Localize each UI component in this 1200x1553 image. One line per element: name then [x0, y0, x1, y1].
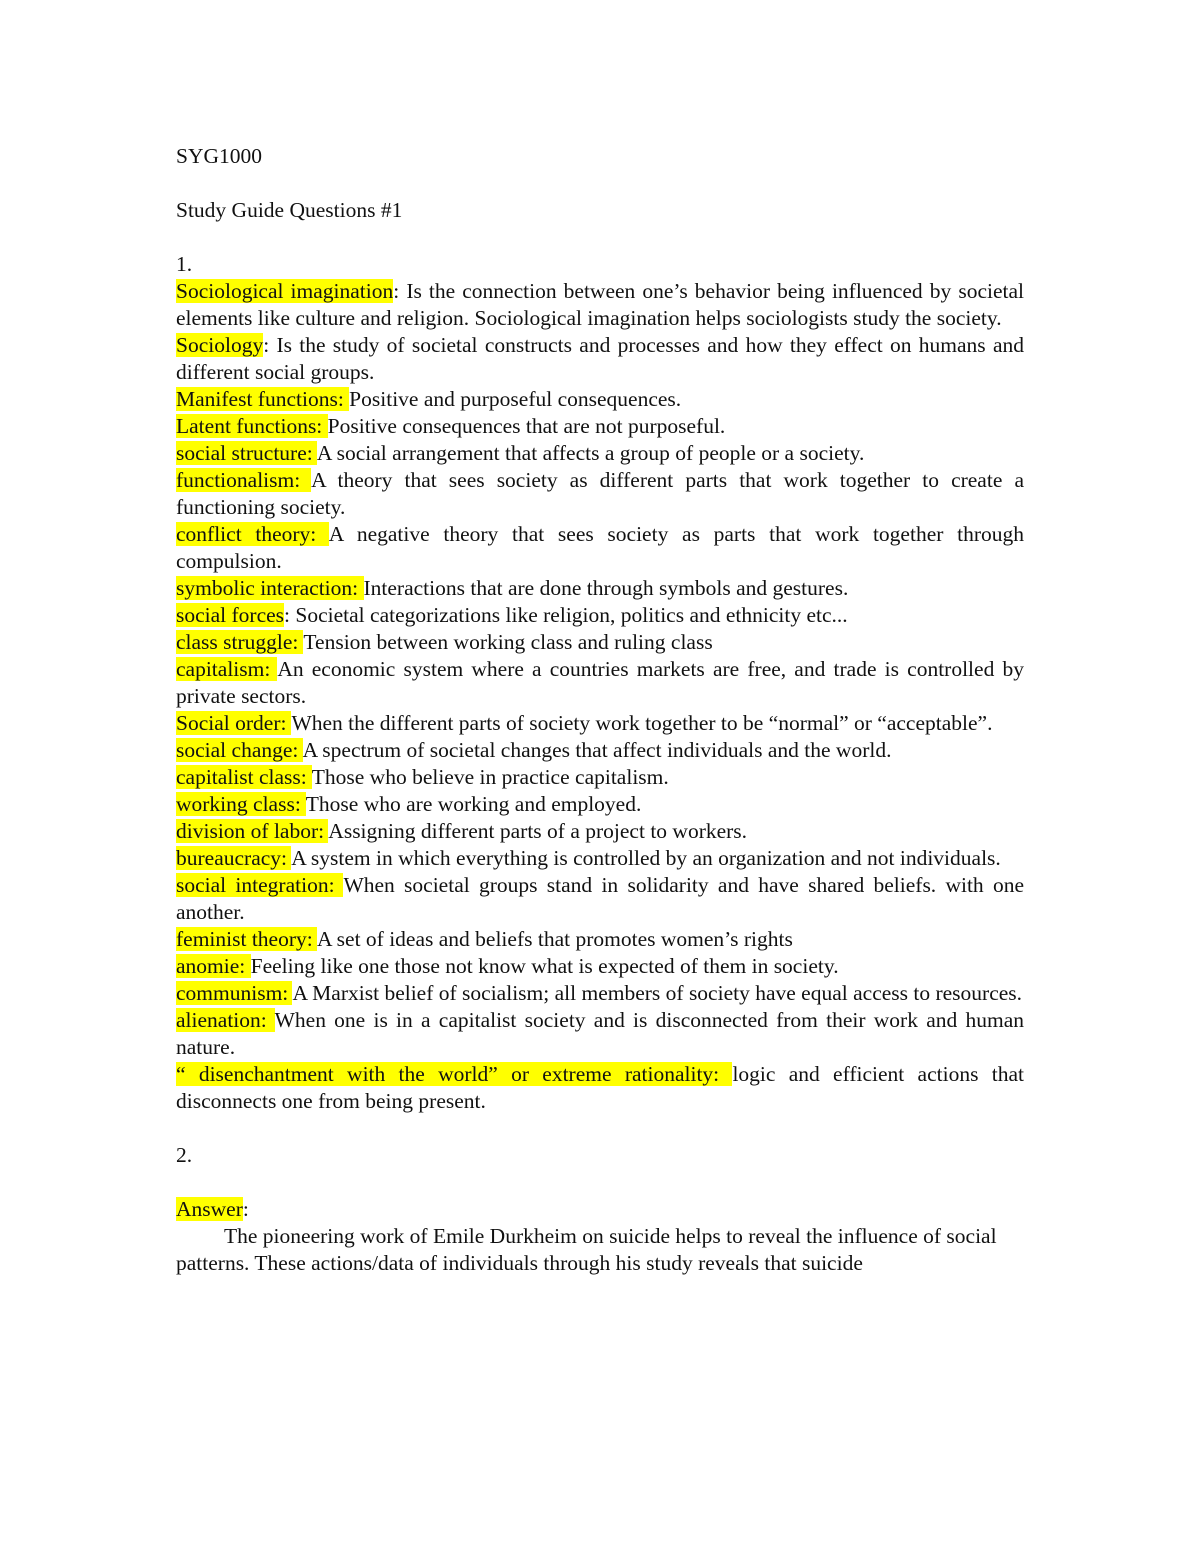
glossary-definition: A negative theory that sees society as parts that work together through compulsion. — [176, 522, 1024, 573]
glossary-definition: When the different parts of society work together to be “normal” or “acceptable”. — [291, 711, 993, 735]
glossary-term: Sociological imagination — [176, 279, 394, 303]
glossary-term: social change: — [176, 738, 303, 762]
glossary-definition: A Marxist belief of socialism; all members of society have equal access to resources. — [292, 981, 1023, 1005]
glossary-definition: A set of ideas and beliefs that promotes women’s rights — [316, 927, 793, 951]
answer-paragraph: The pioneering work of Emile Durkheim on suicide helps to reveal the influence of social patterns. These actions/data of individuals through his study reveals that suicide — [176, 1224, 997, 1275]
glossary-term: bureaucracy: — [176, 846, 292, 870]
glossary-definition: Assigning different parts of a project to workers. — [328, 819, 748, 843]
glossary-definition: Those who are working and employed. — [305, 792, 642, 816]
glossary-term: social forces — [176, 603, 285, 627]
document-body — [176, 143, 1024, 1277]
glossary-term: capitalist class: — [176, 765, 312, 789]
glossary-entry — [176, 926, 1024, 953]
glossary-term: class struggle: — [176, 630, 304, 654]
glossary-definition: : Is the study of societal constructs and processes and how they effect on humans and different social groups. — [176, 333, 1024, 384]
answer-label: Answer — [176, 1197, 243, 1221]
glossary-term: working class: — [176, 792, 306, 816]
glossary-definition: An economic system where a countries markets are free, and trade is controlled by private sectors. — [176, 657, 1024, 708]
glossary-entry — [176, 575, 1024, 602]
glossary-definition: Tension between working class and ruling class — [303, 630, 713, 654]
glossary-term: communism: — [176, 981, 293, 1005]
blank-line — [176, 1115, 1024, 1142]
glossary-term: anomie: — [176, 954, 251, 978]
glossary-definition: A system in which everything is controlled by an organization and not individuals. — [291, 846, 1001, 870]
glossary-definition: A spectrum of societal changes that affect individuals and the world. — [302, 738, 892, 762]
glossary-entry — [176, 332, 1024, 386]
glossary-entry — [176, 521, 1024, 575]
glossary-entry — [176, 1007, 1024, 1061]
glossary-entry — [176, 440, 1024, 467]
glossary-entry — [176, 980, 1024, 1007]
glossary-entry — [176, 278, 1024, 332]
answer-heading — [176, 1196, 1024, 1223]
glossary-entry — [176, 602, 1024, 629]
glossary-term: Social order: — [176, 711, 292, 735]
answer-colon: : — [242, 1197, 249, 1221]
glossary-term: conflict theory: — [176, 522, 329, 546]
glossary-term: Latent functions: — [176, 414, 328, 438]
glossary-entry — [176, 872, 1024, 926]
glossary-entry — [176, 764, 1024, 791]
blank-line — [176, 1169, 1024, 1196]
question-1-number: 1. — [176, 252, 193, 276]
glossary-definition: A theory that sees society as different parts that work together to create a functioning society. — [176, 468, 1024, 519]
glossary-term: Manifest functions: — [176, 387, 350, 411]
glossary-term: feminist theory: — [176, 927, 317, 951]
glossary-entry — [176, 791, 1024, 818]
blank-line — [176, 170, 1024, 197]
glossary-term: “ disenchantment with the world” or extreme rationality: — [176, 1062, 733, 1086]
glossary-entry — [176, 710, 1024, 737]
glossary-entry — [176, 386, 1024, 413]
glossary-definition: Those who believe in practice capitalism. — [311, 765, 669, 789]
glossary-entry — [176, 1061, 1024, 1115]
glossary-definition: : Is the connection between one’s behavior being influenced by societal elements like culture and religion. Sociological imagination helps sociologists study the society. — [176, 279, 1024, 330]
course-code: SYG1000 — [176, 144, 263, 168]
glossary-term: functionalism: — [176, 468, 312, 492]
glossary-entry — [176, 953, 1024, 980]
glossary-entry — [176, 629, 1024, 656]
glossary-definition: Positive consequences that are not purposeful. — [327, 414, 726, 438]
glossary-term: social integration: — [176, 873, 344, 897]
glossary-definition: Interactions that are done through symbols and gestures. — [363, 576, 849, 600]
glossary-definition: logic and efficient actions that disconnects one from being present. — [176, 1062, 1024, 1113]
glossary-term: Sociology — [176, 333, 264, 357]
glossary-definition: When societal groups stand in solidarity and have shared beliefs. with one another. — [176, 873, 1025, 924]
glossary-definition: : Societal categorizations like religion, politics and ethnicity etc... — [284, 603, 848, 627]
glossary-entry — [176, 818, 1024, 845]
glossary-definition: Positive and purposeful consequences. — [349, 387, 682, 411]
glossary-term: alienation: — [176, 1008, 275, 1032]
glossary-entry — [176, 656, 1024, 710]
question-2-number: 2. — [176, 1143, 193, 1167]
glossary-entry — [176, 467, 1024, 521]
glossary-entry — [176, 413, 1024, 440]
glossary-entry — [176, 737, 1024, 764]
glossary-entry — [176, 845, 1024, 872]
document-title: Study Guide Questions #1 — [176, 198, 403, 222]
glossary-term: capitalism: — [176, 657, 278, 681]
glossary-term: division of labor: — [176, 819, 329, 843]
glossary-list — [176, 278, 1024, 1115]
glossary-definition: Feeling like one those not know what is expected of them in society. — [250, 954, 839, 978]
glossary-definition: A social arrangement that affects a group of people or a society. — [316, 441, 865, 465]
blank-line — [176, 224, 1024, 251]
glossary-definition: When one is in a capitalist society and is disconnected from their work and human nature. — [176, 1008, 1024, 1059]
glossary-term: symbolic interaction: — [176, 576, 364, 600]
glossary-term: social structure: — [176, 441, 317, 465]
